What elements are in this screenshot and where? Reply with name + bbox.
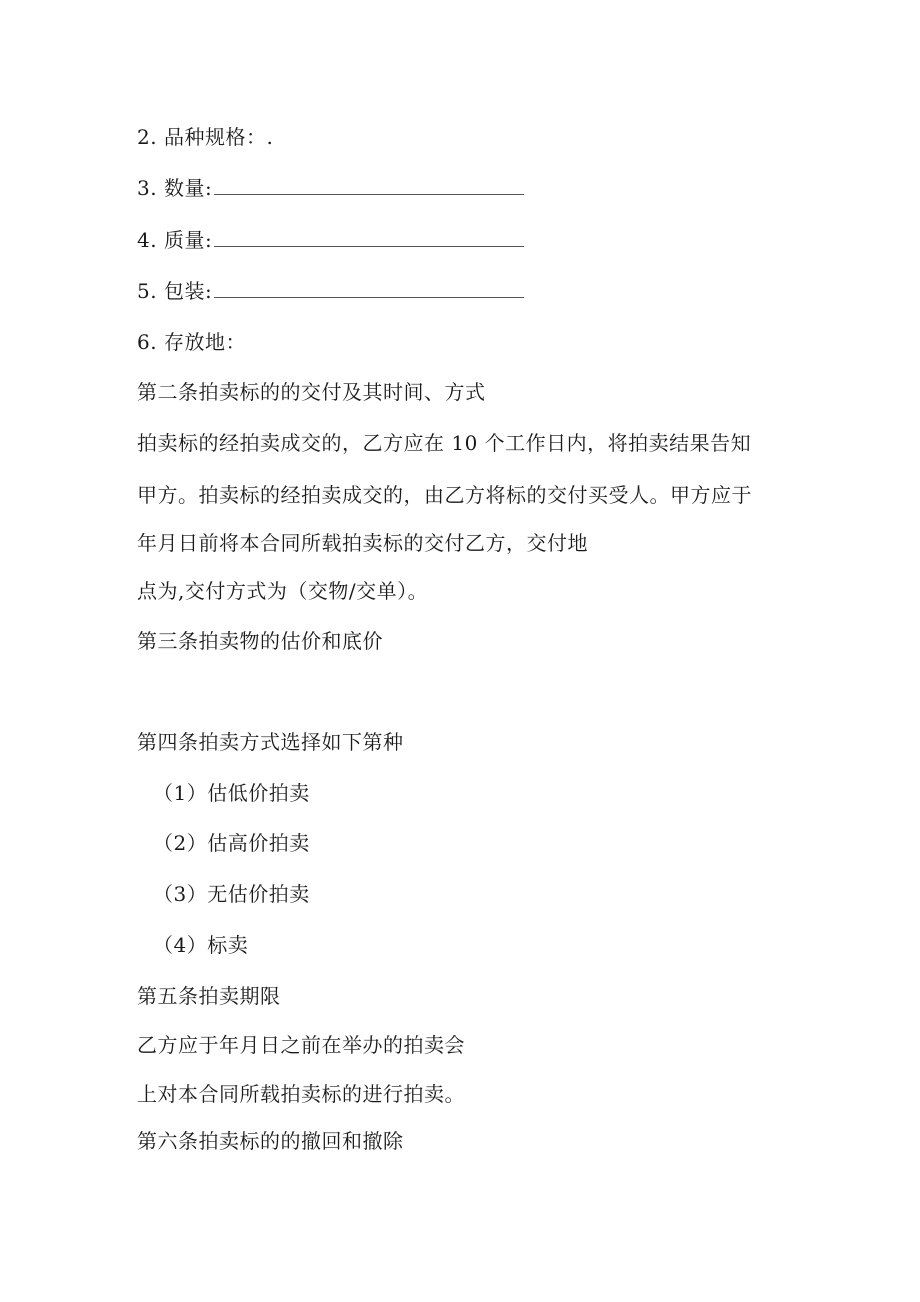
item-storage-text: 6. 存放地： <box>137 330 246 354</box>
article2-line2: 甲方。拍卖标的经拍卖成交的，由乙方将标的交付买受人。甲方应于 <box>137 483 752 507</box>
article6-heading: 第六条拍卖标的的撤回和撤除 <box>137 1129 404 1153</box>
item-storage <box>137 329 246 355</box>
item-variety-text: 2. 品种规格：. <box>137 125 274 149</box>
article5-line1: 乙方应于年月日之前在举办的拍卖会 <box>137 1033 465 1057</box>
item-quantity <box>137 175 524 201</box>
article3-heading: 第三条拍卖物的估价和底价 <box>137 629 383 653</box>
article5-heading: 第五条拍卖期限 <box>137 984 281 1008</box>
quantity-blank-line <box>214 176 524 195</box>
article4-option-2: （2）估高价拍卖 <box>153 831 310 855</box>
quality-blank-line <box>214 228 524 247</box>
article2-line4: 点为,交付方式为（交物/交单）。 <box>137 579 429 603</box>
packaging-blank-line <box>214 279 524 298</box>
article4-option-1: （1）估低价拍卖 <box>153 781 310 805</box>
item-packaging-label: 5. 包装: <box>137 279 213 303</box>
item-quality <box>137 227 524 253</box>
item-variety <box>137 124 273 150</box>
item-quality-label: 4. 质量: <box>137 228 213 252</box>
article5-line2: 上对本合同所载拍卖标的进行拍卖。 <box>137 1082 465 1106</box>
item-packaging <box>137 278 524 304</box>
article2-line1: 拍卖标的经拍卖成交的，乙方应在 10 个工作日内，将拍卖结果告知 <box>137 431 752 455</box>
article2-heading: 第二条拍卖标的的交付及其时间、方式 <box>137 380 486 404</box>
article4-option-3: （3）无估价拍卖 <box>153 882 310 906</box>
article4-option-4: （4）标卖 <box>153 933 249 957</box>
item-quantity-label: 3. 数量: <box>137 176 213 200</box>
article4-heading: 第四条拍卖方式选择如下第种 <box>137 730 404 754</box>
article2-line3: 年月日前将本合同所载拍卖标的交付乙方，交付地 <box>137 531 588 555</box>
